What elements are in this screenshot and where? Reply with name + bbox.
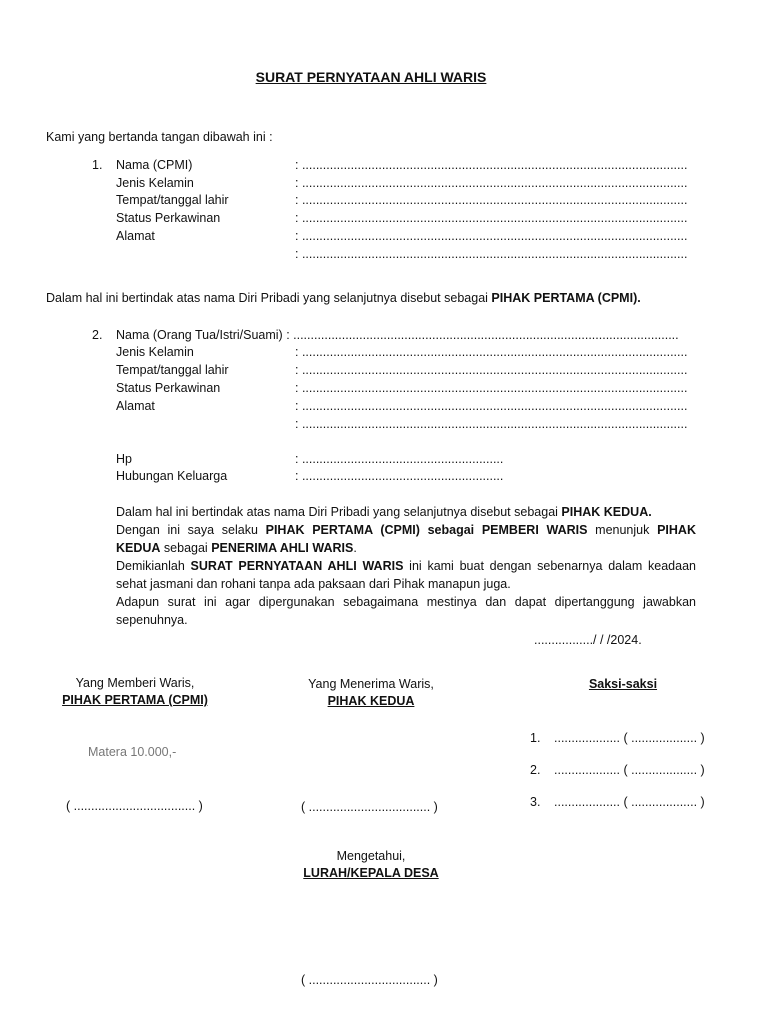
party1-field-address-2[interactable]: : ...............................................................................................................	[295, 247, 688, 261]
p2-text-c: menunjuk	[587, 523, 658, 537]
paragraph-declaration	[116, 557, 696, 593]
witness-number-2: 2.	[530, 763, 541, 777]
p2-bold-d: PIHAK KEDUA	[116, 523, 696, 555]
party1-statement	[46, 291, 641, 305]
party2-name-field[interactable]: Nama (Orang Tua/Istri/Suami) : ...............................................................................................................	[116, 328, 679, 342]
paragraph-party2	[116, 503, 696, 521]
party2-field-birth[interactable]: : ...............................................................................................................	[295, 363, 688, 377]
party1-field-marital[interactable]: : ...............................................................................................................	[295, 211, 688, 225]
party1-field-birth[interactable]: : ...............................................................................................................	[295, 193, 688, 207]
party1-field-gender[interactable]: : ...............................................................................................................	[295, 176, 688, 190]
p1-bold: PIHAK KEDUA.	[561, 505, 652, 519]
p2-text-g: .	[353, 541, 357, 555]
ack-party: LURAH/KEPALA DESA	[303, 866, 439, 880]
party1-label-gender: Jenis Kelamin	[116, 176, 194, 190]
party1-statement-text: Dalam hal ini bertindak atas nama Diri Pribadi yang selanjutnya disebut sebagai	[46, 291, 492, 305]
party2-field-address-2[interactable]: : ...............................................................................................................	[295, 417, 688, 431]
paragraph-closing: Adapun surat ini agar dipergunakan sebagaimana mestinya dan dapat dipertanggung jawabkan sepenuhnya.	[116, 595, 696, 627]
party2-label-address: Alamat	[116, 399, 155, 413]
intro-text: Kami yang bertanda tangan dibawah ini :	[46, 130, 273, 144]
date-field[interactable]: ................./ / /2024.	[534, 633, 642, 647]
giver-signature-blank[interactable]: ( ................................... )	[66, 799, 203, 813]
p3-text-a: Demikianlah	[116, 559, 191, 573]
party2-label-gender: Jenis Kelamin	[116, 345, 194, 359]
stamp-placeholder: Matera 10.000,-	[88, 745, 177, 759]
party2-label-birth: Tempat/tanggal lahir	[116, 363, 229, 377]
party2-field-address[interactable]: : ...............................................................................................................	[295, 399, 688, 413]
witness-number-1: 1.	[530, 731, 541, 745]
party2-field-gender[interactable]: : ...............................................................................................................	[295, 345, 688, 359]
p2-text-a: Dengan ini saya selaku	[116, 523, 266, 537]
receiver-title: Yang Menerima Waris,	[308, 677, 434, 691]
party1-number: 1.	[92, 158, 103, 172]
party1-statement-bold: PIHAK PERTAMA (CPMI).	[491, 291, 641, 305]
p1-text: Dalam hal ini bertindak atas nama Diri Pribadi yang selanjutnya disebut sebagai	[116, 505, 562, 519]
giver-party: PIHAK PERTAMA (CPMI)	[62, 693, 208, 707]
giver-title: Yang Memberi Waris,	[75, 676, 195, 690]
p2-text-e: sebagai	[160, 541, 212, 555]
party2-label-marital: Status Perkawinan	[116, 381, 221, 395]
party1-label-marital: Status Perkawinan	[116, 211, 221, 225]
party2-field-marital[interactable]: : ...............................................................................................................	[295, 381, 688, 395]
party1-label-birth: Tempat/tanggal lahir	[116, 193, 229, 207]
party1-label-address: Alamat	[116, 229, 155, 243]
witness-signature-3[interactable]: ................... ( ................... )	[554, 795, 705, 809]
receiver-signature-blank[interactable]: ( ................................... )	[301, 800, 438, 814]
party1-field-address[interactable]: : ...............................................................................................................	[295, 229, 688, 243]
p3-text-c: ini kami buat dengan sebenarnya dalam keadaan sehat jasmani dan rohani tanpa ada paksaan dari Pihak manapun juga.	[116, 559, 696, 591]
party2-label-hp: Hp	[116, 452, 132, 466]
p2-bold-f: PENERIMA AHLI WARIS	[211, 541, 354, 555]
party2-number: 2.	[92, 328, 103, 342]
witness-signature-2[interactable]: ................... ( ................... )	[554, 763, 705, 777]
witness-number-3: 3.	[530, 795, 541, 809]
party1-label-name: Nama (CPMI)	[116, 158, 193, 172]
party2-label-relation: Hubungan Keluarga	[116, 469, 228, 483]
p3-bold-b: SURAT PERNYATAAN AHLI WARIS	[190, 559, 404, 573]
party1-field-name[interactable]: : ...............................................................................................................	[295, 158, 688, 172]
paragraph-appointment	[116, 521, 696, 557]
party2-field-hp[interactable]: : ..........................................................	[295, 452, 504, 466]
witness-title: Saksi-saksi	[588, 677, 658, 691]
ack-signature-blank[interactable]: ( ................................... )	[301, 973, 438, 987]
party2-field-relation[interactable]: : ..........................................................	[295, 469, 504, 483]
p2-bold-b: PIHAK PERTAMA (CPMI) sebagai PEMBERI WARIS	[265, 523, 588, 537]
document-title: SURAT PERNYATAAN AHLI WARIS	[255, 69, 487, 85]
ack-title: Mengetahui,	[336, 849, 406, 863]
witness-signature-1[interactable]: ................... ( ................... )	[554, 731, 705, 745]
receiver-party: PIHAK KEDUA	[327, 694, 415, 708]
body-paragraphs	[116, 503, 696, 629]
